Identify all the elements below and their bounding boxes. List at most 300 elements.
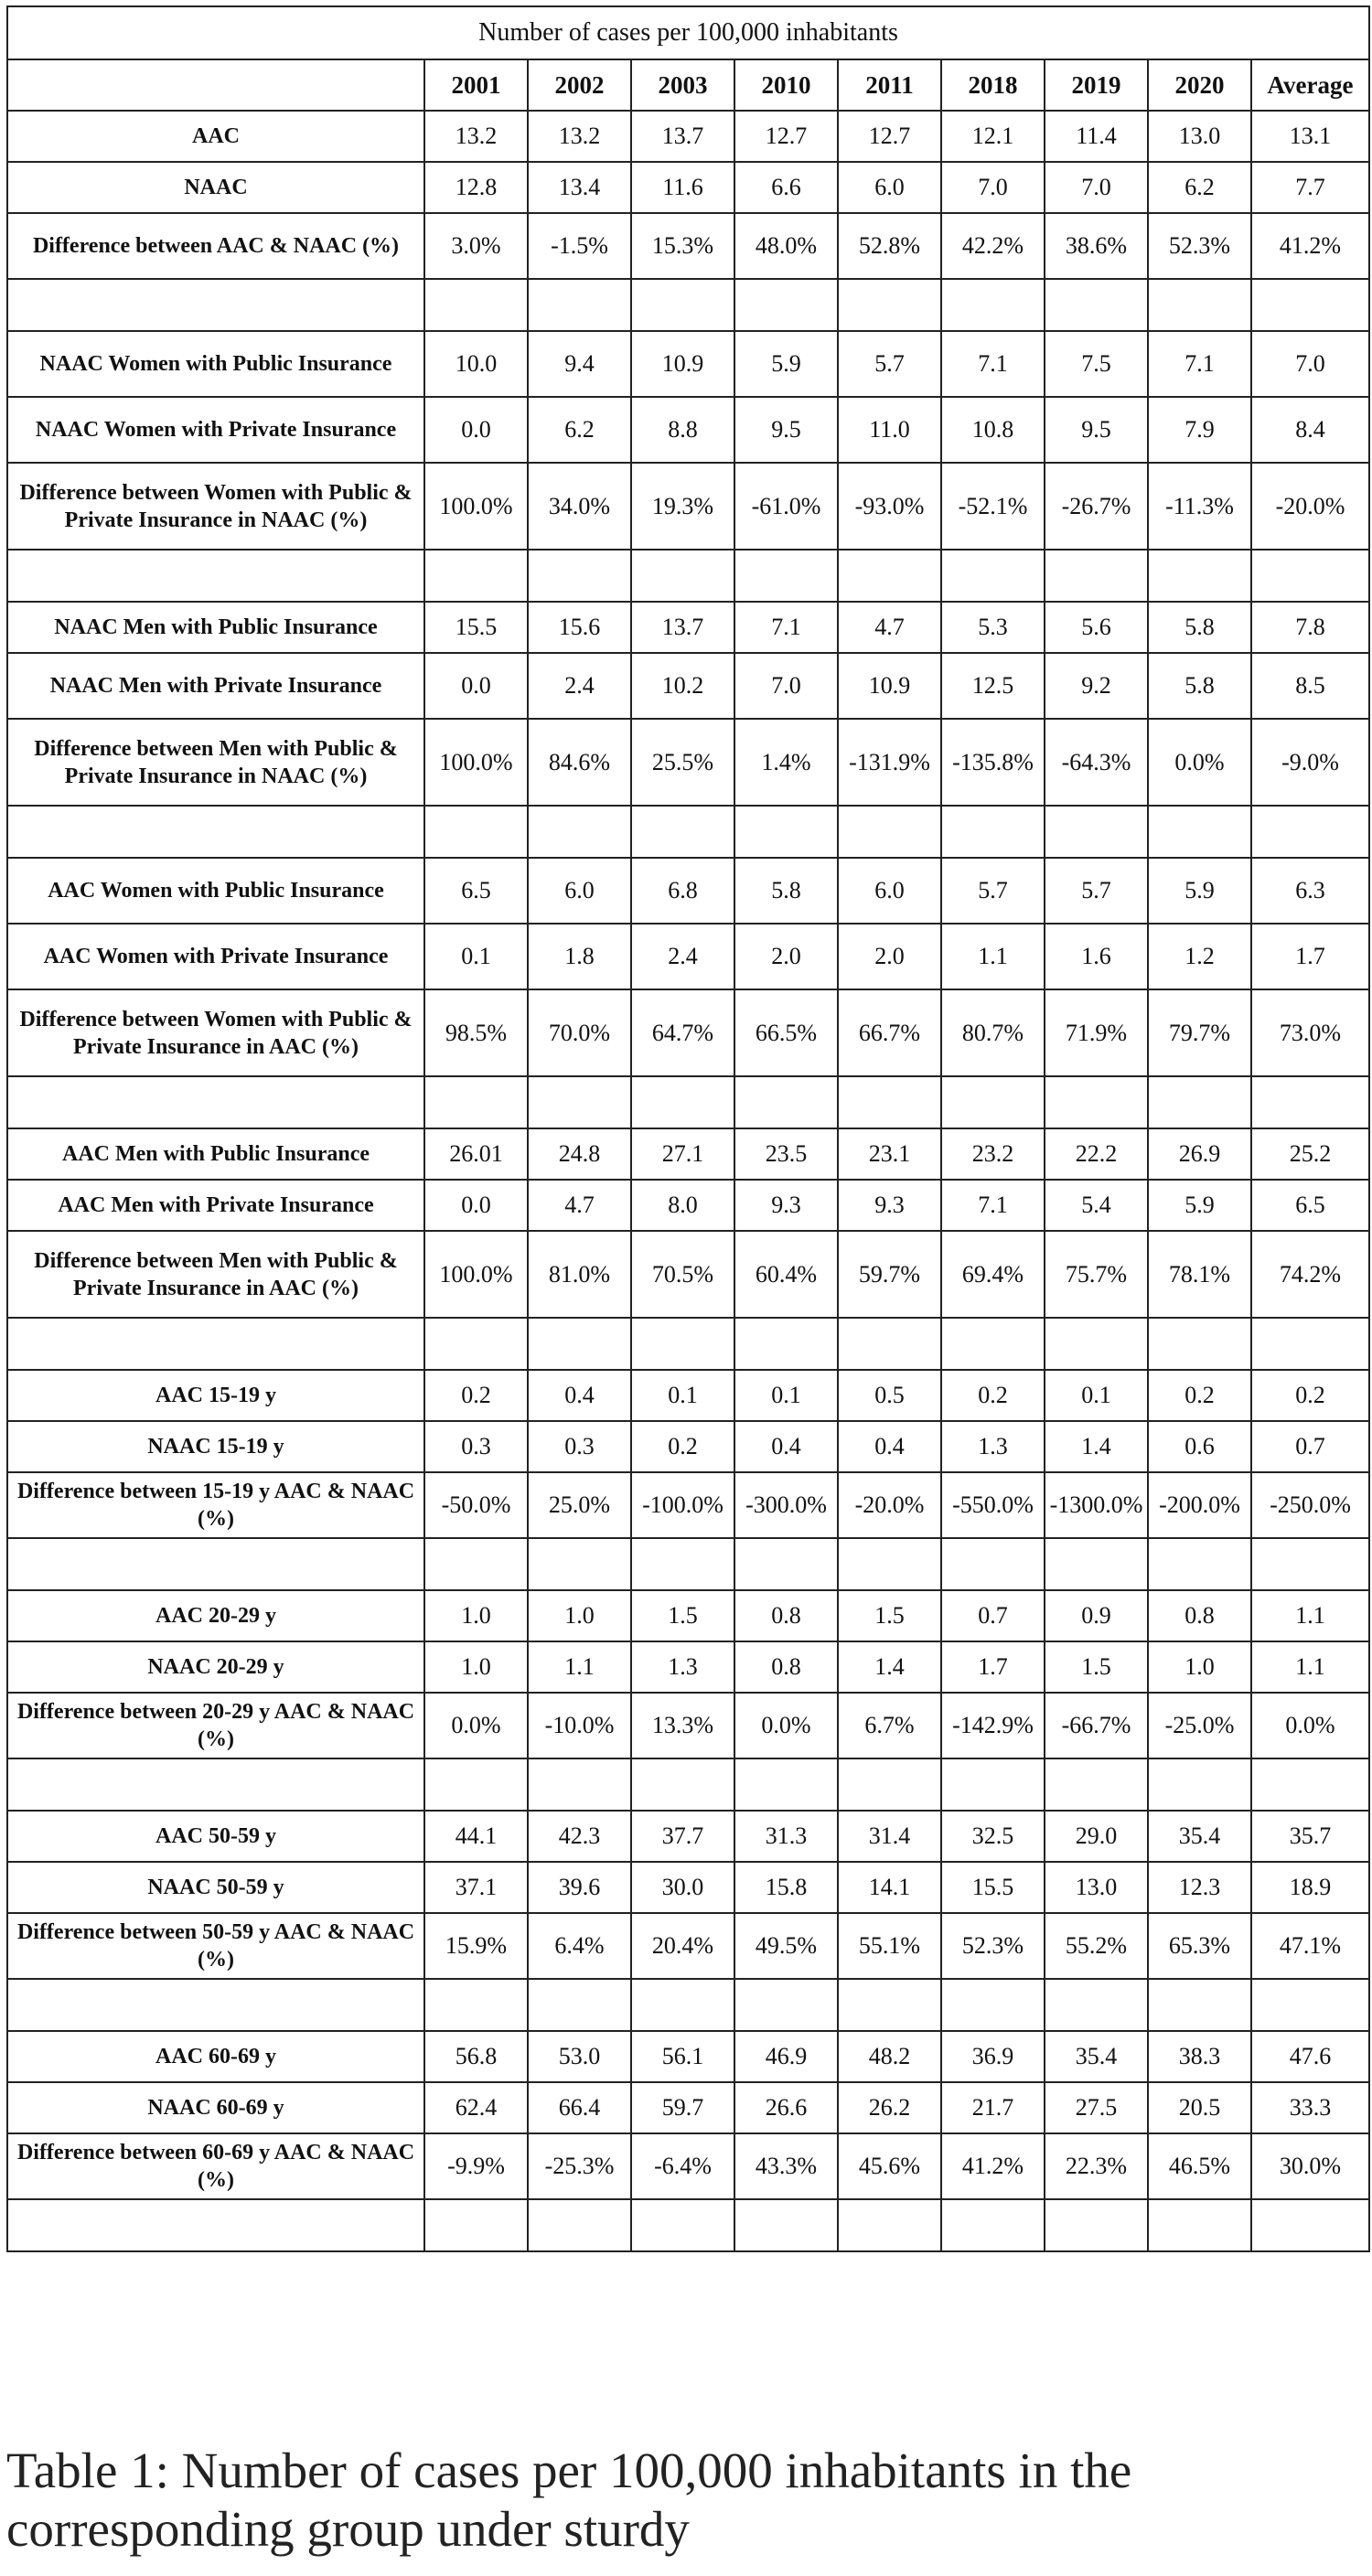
table-cell: 78.1%	[1148, 1231, 1251, 1318]
table-cell: -9.9%	[424, 2133, 528, 2199]
table-cell: 0.8	[734, 1590, 838, 1641]
row-label: Difference between Men with Public & Private Insurance in NAAC (%)	[7, 719, 424, 806]
table-cell: 69.4%	[941, 1231, 1045, 1318]
table-cell	[1148, 1318, 1251, 1370]
table-cell	[424, 279, 528, 331]
table-cell: 10.2	[631, 653, 734, 719]
table-cell: 38.3	[1148, 2031, 1251, 2082]
table-cell: 79.7%	[1148, 989, 1251, 1076]
row-label	[7, 279, 424, 331]
table-cell: 1.3	[941, 1421, 1045, 1472]
table-row	[7, 213, 1369, 279]
table-row	[7, 1231, 1369, 1318]
table-cell	[631, 1076, 734, 1128]
table-cell: 1.0	[528, 1590, 631, 1641]
table-cell: 1.2	[1148, 924, 1251, 989]
table-cell	[734, 1318, 838, 1370]
table-cell: 6.3	[1251, 858, 1369, 924]
table-cell: 0.3	[528, 1421, 631, 1472]
table-cell	[1148, 1979, 1251, 2031]
table-cell: 5.8	[1148, 602, 1251, 653]
table-cell	[631, 806, 734, 858]
table-cell	[631, 550, 734, 602]
table-cell	[1045, 1758, 1148, 1811]
table-cell: 9.5	[734, 397, 838, 463]
header-corner-cell	[7, 59, 424, 111]
table-cell: 5.9	[1148, 858, 1251, 924]
column-header: 2010	[734, 59, 838, 111]
table-cell: 13.0	[1148, 111, 1251, 162]
column-header: 2011	[838, 59, 941, 111]
row-label: NAAC 20-29 y	[7, 1641, 424, 1693]
table-cell	[734, 806, 838, 858]
table-cell: 15.5	[941, 1862, 1045, 1913]
table-cell: 1.8	[528, 924, 631, 989]
table-cell: -142.9%	[941, 1693, 1045, 1758]
row-label: AAC Men with Private Insurance	[7, 1180, 424, 1231]
table-cell: 0.7	[941, 1590, 1045, 1641]
table-cell: 23.5	[734, 1128, 838, 1180]
table-cell: 6.6	[734, 162, 838, 213]
table-cell: 52.3%	[1148, 213, 1251, 279]
row-label: Difference between AAC & NAAC (%)	[7, 213, 424, 279]
table-cell: 48.2	[838, 2031, 941, 2082]
table-cell: 7.1	[941, 1180, 1045, 1231]
table-cell: 23.2	[941, 1128, 1045, 1180]
table-cell: 30.0%	[1251, 2133, 1369, 2199]
table-cell: 12.7	[838, 111, 941, 162]
table-cell	[734, 1979, 838, 2031]
table-cell: 0.0	[424, 653, 528, 719]
table-cell: 0.4	[734, 1421, 838, 1472]
table-cell: 26.01	[424, 1128, 528, 1180]
table-cell: 5.9	[734, 331, 838, 397]
table-cell: 9.5	[1045, 397, 1148, 463]
table-cell: 25.0%	[528, 1472, 631, 1538]
table-cell: 6.8	[631, 858, 734, 924]
table-cell	[1045, 1318, 1148, 1370]
table-cell: 7.0	[1251, 331, 1369, 397]
row-label: AAC	[7, 111, 424, 162]
table-cell: 7.1	[941, 331, 1045, 397]
table-cell: 21.7	[941, 2082, 1045, 2133]
row-label: NAAC 50-59 y	[7, 1862, 424, 1913]
table-cell: 6.7%	[838, 1693, 941, 1758]
table-cell	[1251, 1758, 1369, 1811]
table-cell: 31.4	[838, 1811, 941, 1862]
table-cell: 11.4	[1045, 111, 1148, 162]
table-cell: 1.1	[528, 1641, 631, 1693]
table-cell	[734, 1538, 838, 1590]
spacer-row	[7, 1076, 1369, 1128]
table-cell: 15.9%	[424, 1913, 528, 1979]
table-cell	[1251, 2199, 1369, 2251]
table-cell	[631, 1538, 734, 1590]
table-cell	[1045, 550, 1148, 602]
table-cell	[838, 1076, 941, 1128]
table-cell: 13.3%	[631, 1693, 734, 1758]
table-cell: 2.4	[631, 924, 734, 989]
table-cell: 1.0	[424, 1641, 528, 1693]
table-cell: 35.4	[1045, 2031, 1148, 2082]
table-cell: 5.8	[1148, 653, 1251, 719]
table-cell: 23.1	[838, 1128, 941, 1180]
table-cell: 43.3%	[734, 2133, 838, 2199]
table-row	[7, 1472, 1369, 1538]
table-cell: 98.5%	[424, 989, 528, 1076]
table-cell: 14.1	[838, 1862, 941, 1913]
table-cell: 13.4	[528, 162, 631, 213]
row-label: Difference between Women with Public & Private Insurance in NAAC (%)	[7, 463, 424, 550]
table-row	[7, 111, 1369, 162]
table-cell: 100.0%	[424, 1231, 528, 1318]
table-row	[7, 331, 1369, 397]
table-cell	[528, 1318, 631, 1370]
table-cell: 6.4%	[528, 1913, 631, 1979]
row-label: NAAC Men with Private Insurance	[7, 653, 424, 719]
row-label	[7, 2199, 424, 2251]
table-cell: 64.7%	[631, 989, 734, 1076]
table-cell: 0.7	[1251, 1421, 1369, 1472]
table-cell: 45.6%	[838, 2133, 941, 2199]
table-row	[7, 463, 1369, 550]
table-cell: -131.9%	[838, 719, 941, 806]
table-cell: -250.0%	[1251, 1472, 1369, 1538]
column-header: 2020	[1148, 59, 1251, 111]
table-cell	[838, 550, 941, 602]
table-cell	[941, 550, 1045, 602]
table-cell: 5.7	[838, 331, 941, 397]
row-label	[7, 1538, 424, 1590]
table-cell: 0.8	[734, 1641, 838, 1693]
table-cell: 0.0	[424, 1180, 528, 1231]
table-cell: 41.2%	[1251, 213, 1369, 279]
table-cell: 36.9	[941, 2031, 1045, 2082]
table-cell: 6.0	[838, 858, 941, 924]
table-cell: 25.5%	[631, 719, 734, 806]
table-cell: 1.5	[631, 1590, 734, 1641]
table-cell: 12.3	[1148, 1862, 1251, 1913]
table-cell: 15.6	[528, 602, 631, 653]
table-cell: 19.3%	[631, 463, 734, 550]
table-cell: 74.2%	[1251, 1231, 1369, 1318]
table-row	[7, 162, 1369, 213]
table-cell: 71.9%	[1045, 989, 1148, 1076]
table-cell	[424, 806, 528, 858]
table-cell: 13.2	[424, 111, 528, 162]
table-cell: 47.1%	[1251, 1913, 1369, 1979]
table-cell	[528, 806, 631, 858]
table-cell	[528, 2199, 631, 2251]
table-cell: -52.1%	[941, 463, 1045, 550]
table-cell: 62.4	[424, 2082, 528, 2133]
table-cell: 25.2	[1251, 1128, 1369, 1180]
column-header: 2003	[631, 59, 734, 111]
table-cell	[528, 1979, 631, 2031]
table-row	[7, 989, 1369, 1076]
table-cell: 55.1%	[838, 1913, 941, 1979]
table-cell: 52.8%	[838, 213, 941, 279]
table-cell: 3.0%	[424, 213, 528, 279]
table-cell: 0.3	[424, 1421, 528, 1472]
table-cell	[838, 1979, 941, 2031]
table-cell: 12.8	[424, 162, 528, 213]
table-cell: 8.5	[1251, 653, 1369, 719]
table-cell	[1148, 550, 1251, 602]
table-cell: 22.3%	[1045, 2133, 1148, 2199]
table-cell	[734, 279, 838, 331]
table-row	[7, 1590, 1369, 1641]
table-cell	[1148, 2199, 1251, 2251]
table-cell: 1.4	[1045, 1421, 1148, 1472]
table-cell	[1148, 1076, 1251, 1128]
table-cell: 56.8	[424, 2031, 528, 2082]
table-cell: 10.0	[424, 331, 528, 397]
table-cell: 66.7%	[838, 989, 941, 1076]
table-row	[7, 397, 1369, 463]
table-cell	[424, 550, 528, 602]
row-label: Difference between 60-69 y AAC & NAAC (%)	[7, 2133, 424, 2199]
row-label: Difference between 20-29 y AAC & NAAC (%)	[7, 1693, 424, 1758]
table-cell	[734, 550, 838, 602]
table-row	[7, 1693, 1369, 1758]
table-row	[7, 1421, 1369, 1472]
table-cell: 35.7	[1251, 1811, 1369, 1862]
table-cell: -20.0%	[1251, 463, 1369, 550]
table-cell: 7.1	[734, 602, 838, 653]
table-caption: Table 1: Number of cases per 100,000 inhabitants in the corresponding group under sturdy	[6, 2442, 1132, 2557]
table-cell: 84.6%	[528, 719, 631, 806]
table-cell	[1045, 1538, 1148, 1590]
table-cell: 15.8	[734, 1862, 838, 1913]
table-cell: 0.0%	[424, 1693, 528, 1758]
table-cell	[941, 2199, 1045, 2251]
table-cell: 15.3%	[631, 213, 734, 279]
table-cell: 1.1	[941, 924, 1045, 989]
column-header: Average	[1251, 59, 1369, 111]
row-label: AAC Women with Private Insurance	[7, 924, 424, 989]
table-cell: 7.0	[941, 162, 1045, 213]
table-cell: 1.1	[1251, 1590, 1369, 1641]
table-row	[7, 653, 1369, 719]
table-cell: -300.0%	[734, 1472, 838, 1538]
table-cell: 47.6	[1251, 2031, 1369, 2082]
table-cell: -25.0%	[1148, 1693, 1251, 1758]
spacer-row	[7, 1758, 1369, 1811]
table-cell: -61.0%	[734, 463, 838, 550]
table-cell: 7.5	[1045, 331, 1148, 397]
table-cell	[631, 1979, 734, 2031]
table-cell	[941, 1538, 1045, 1590]
row-label: Difference between 50-59 y AAC & NAAC (%)	[7, 1913, 424, 1979]
table-cell: -20.0%	[838, 1472, 941, 1538]
table-cell: 30.0	[631, 1862, 734, 1913]
table-cell: -100.0%	[631, 1472, 734, 1538]
table-cell: 42.2%	[941, 213, 1045, 279]
table-cell	[528, 550, 631, 602]
table-cell: 60.4%	[734, 1231, 838, 1318]
table-cell: 42.3	[528, 1811, 631, 1862]
table-cell: -93.0%	[838, 463, 941, 550]
table-cell: 0.2	[1148, 1370, 1251, 1421]
table-cell: 18.9	[1251, 1862, 1369, 1913]
spacer-row	[7, 806, 1369, 858]
table-cell: 5.3	[941, 602, 1045, 653]
table-cell: 2.4	[528, 653, 631, 719]
table-row	[7, 1811, 1369, 1862]
table-cell	[1251, 1318, 1369, 1370]
table-cell: 0.0%	[734, 1693, 838, 1758]
table-cell: -11.3%	[1148, 463, 1251, 550]
table-cell: 29.0	[1045, 1811, 1148, 1862]
table-row	[7, 2031, 1369, 2082]
table-cell	[838, 1538, 941, 1590]
table-cell: 66.4	[528, 2082, 631, 2133]
table-cell: 7.8	[1251, 602, 1369, 653]
table-cell	[1148, 806, 1251, 858]
table-row	[7, 1913, 1369, 1979]
table-cell	[734, 1076, 838, 1128]
table-cell: 12.1	[941, 111, 1045, 162]
column-header: 2018	[941, 59, 1045, 111]
table-cell: 46.9	[734, 2031, 838, 2082]
table-cell: 37.1	[424, 1862, 528, 1913]
spacer-row	[7, 2199, 1369, 2251]
table-cell: 5.7	[941, 858, 1045, 924]
table-cell: 0.4	[528, 1370, 631, 1421]
table-cell	[631, 279, 734, 331]
table-cell	[424, 1979, 528, 2031]
table-cell: 20.4%	[631, 1913, 734, 1979]
table-cell: -26.7%	[1045, 463, 1148, 550]
table-cell: 0.1	[734, 1370, 838, 1421]
table-cell: -25.3%	[528, 2133, 631, 2199]
table-cell: 65.3%	[1148, 1913, 1251, 1979]
table-title: Number of cases per 100,000 inhabitants	[7, 6, 1369, 59]
data-table-container	[6, 5, 1368, 2252]
table-cell: 31.3	[734, 1811, 838, 1862]
table-cell: -1300.0%	[1045, 1472, 1148, 1538]
table-cell: 52.3%	[941, 1913, 1045, 1979]
table-cell	[528, 1538, 631, 1590]
table-cell: 26.9	[1148, 1128, 1251, 1180]
table-cell: -550.0%	[941, 1472, 1045, 1538]
table-cell: 0.2	[631, 1421, 734, 1472]
table-cell	[941, 1979, 1045, 2031]
table-row	[7, 1180, 1369, 1231]
title-row	[7, 6, 1369, 59]
table-cell: 27.5	[1045, 2082, 1148, 2133]
table-cell: 11.6	[631, 162, 734, 213]
table-row	[7, 858, 1369, 924]
table-cell: 48.0%	[734, 213, 838, 279]
table-cell: 26.2	[838, 2082, 941, 2133]
table-cell: 1.0	[1148, 1641, 1251, 1693]
table-cell: 75.7%	[1045, 1231, 1148, 1318]
table-cell: 39.6	[528, 1862, 631, 1913]
table-cell: 41.2%	[941, 2133, 1045, 2199]
table-cell: 6.5	[424, 858, 528, 924]
table-cell	[941, 806, 1045, 858]
table-cell	[838, 279, 941, 331]
row-label: AAC Women with Public Insurance	[7, 858, 424, 924]
table-cell: 100.0%	[424, 463, 528, 550]
column-header: 2001	[424, 59, 528, 111]
table-cell	[424, 1318, 528, 1370]
table-cell: 8.8	[631, 397, 734, 463]
table-cell: 80.7%	[941, 989, 1045, 1076]
table-cell	[424, 1758, 528, 1811]
row-label: NAAC Women with Private Insurance	[7, 397, 424, 463]
table-cell: -64.3%	[1045, 719, 1148, 806]
table-cell	[528, 279, 631, 331]
table-cell: 0.1	[424, 924, 528, 989]
table-row	[7, 1128, 1369, 1180]
table-cell	[631, 1758, 734, 1811]
table-cell	[1251, 1979, 1369, 2031]
table-cell: 9.4	[528, 331, 631, 397]
table-cell: 13.7	[631, 111, 734, 162]
table-cell	[424, 2199, 528, 2251]
table-cell: 2.0	[838, 924, 941, 989]
table-cell	[631, 1318, 734, 1370]
table-cell: 22.2	[1045, 1128, 1148, 1180]
table-cell: 100.0%	[424, 719, 528, 806]
table-cell: 46.5%	[1148, 2133, 1251, 2199]
table-cell: 11.0	[838, 397, 941, 463]
table-row	[7, 602, 1369, 653]
cases-table	[6, 5, 1370, 2252]
row-label: NAAC 60-69 y	[7, 2082, 424, 2133]
table-cell	[1251, 1538, 1369, 1590]
table-row	[7, 924, 1369, 989]
table-cell: 0.8	[1148, 1590, 1251, 1641]
table-cell: 35.4	[1148, 1811, 1251, 1862]
table-cell: 1.1	[1251, 1641, 1369, 1693]
table-cell: 24.8	[528, 1128, 631, 1180]
table-cell: 13.2	[528, 111, 631, 162]
table-cell: 2.0	[734, 924, 838, 989]
row-label: AAC 20-29 y	[7, 1590, 424, 1641]
table-cell	[941, 1758, 1045, 1811]
table-cell: -50.0%	[424, 1472, 528, 1538]
table-cell: 49.5%	[734, 1913, 838, 1979]
spacer-row	[7, 550, 1369, 602]
spacer-row	[7, 1538, 1369, 1590]
table-cell: 9.3	[734, 1180, 838, 1231]
table-cell	[734, 1758, 838, 1811]
row-label	[7, 1318, 424, 1370]
table-cell: 32.5	[941, 1811, 1045, 1862]
table-cell: 0.2	[941, 1370, 1045, 1421]
table-cell	[734, 2199, 838, 2251]
spacer-row	[7, 1318, 1369, 1370]
row-label: Difference between Men with Public & Private Insurance in AAC (%)	[7, 1231, 424, 1318]
table-row	[7, 1862, 1369, 1913]
table-cell: 0.1	[631, 1370, 734, 1421]
table-cell	[1045, 1979, 1148, 2031]
table-cell: 37.7	[631, 1811, 734, 1862]
table-row	[7, 719, 1369, 806]
table-cell: 7.0	[734, 653, 838, 719]
table-cell	[1045, 806, 1148, 858]
table-cell	[838, 806, 941, 858]
table-cell	[1148, 1538, 1251, 1590]
table-cell: -9.0%	[1251, 719, 1369, 806]
table-cell: 6.2	[1148, 162, 1251, 213]
table-cell: 12.5	[941, 653, 1045, 719]
table-cell: 7.1	[1148, 331, 1251, 397]
